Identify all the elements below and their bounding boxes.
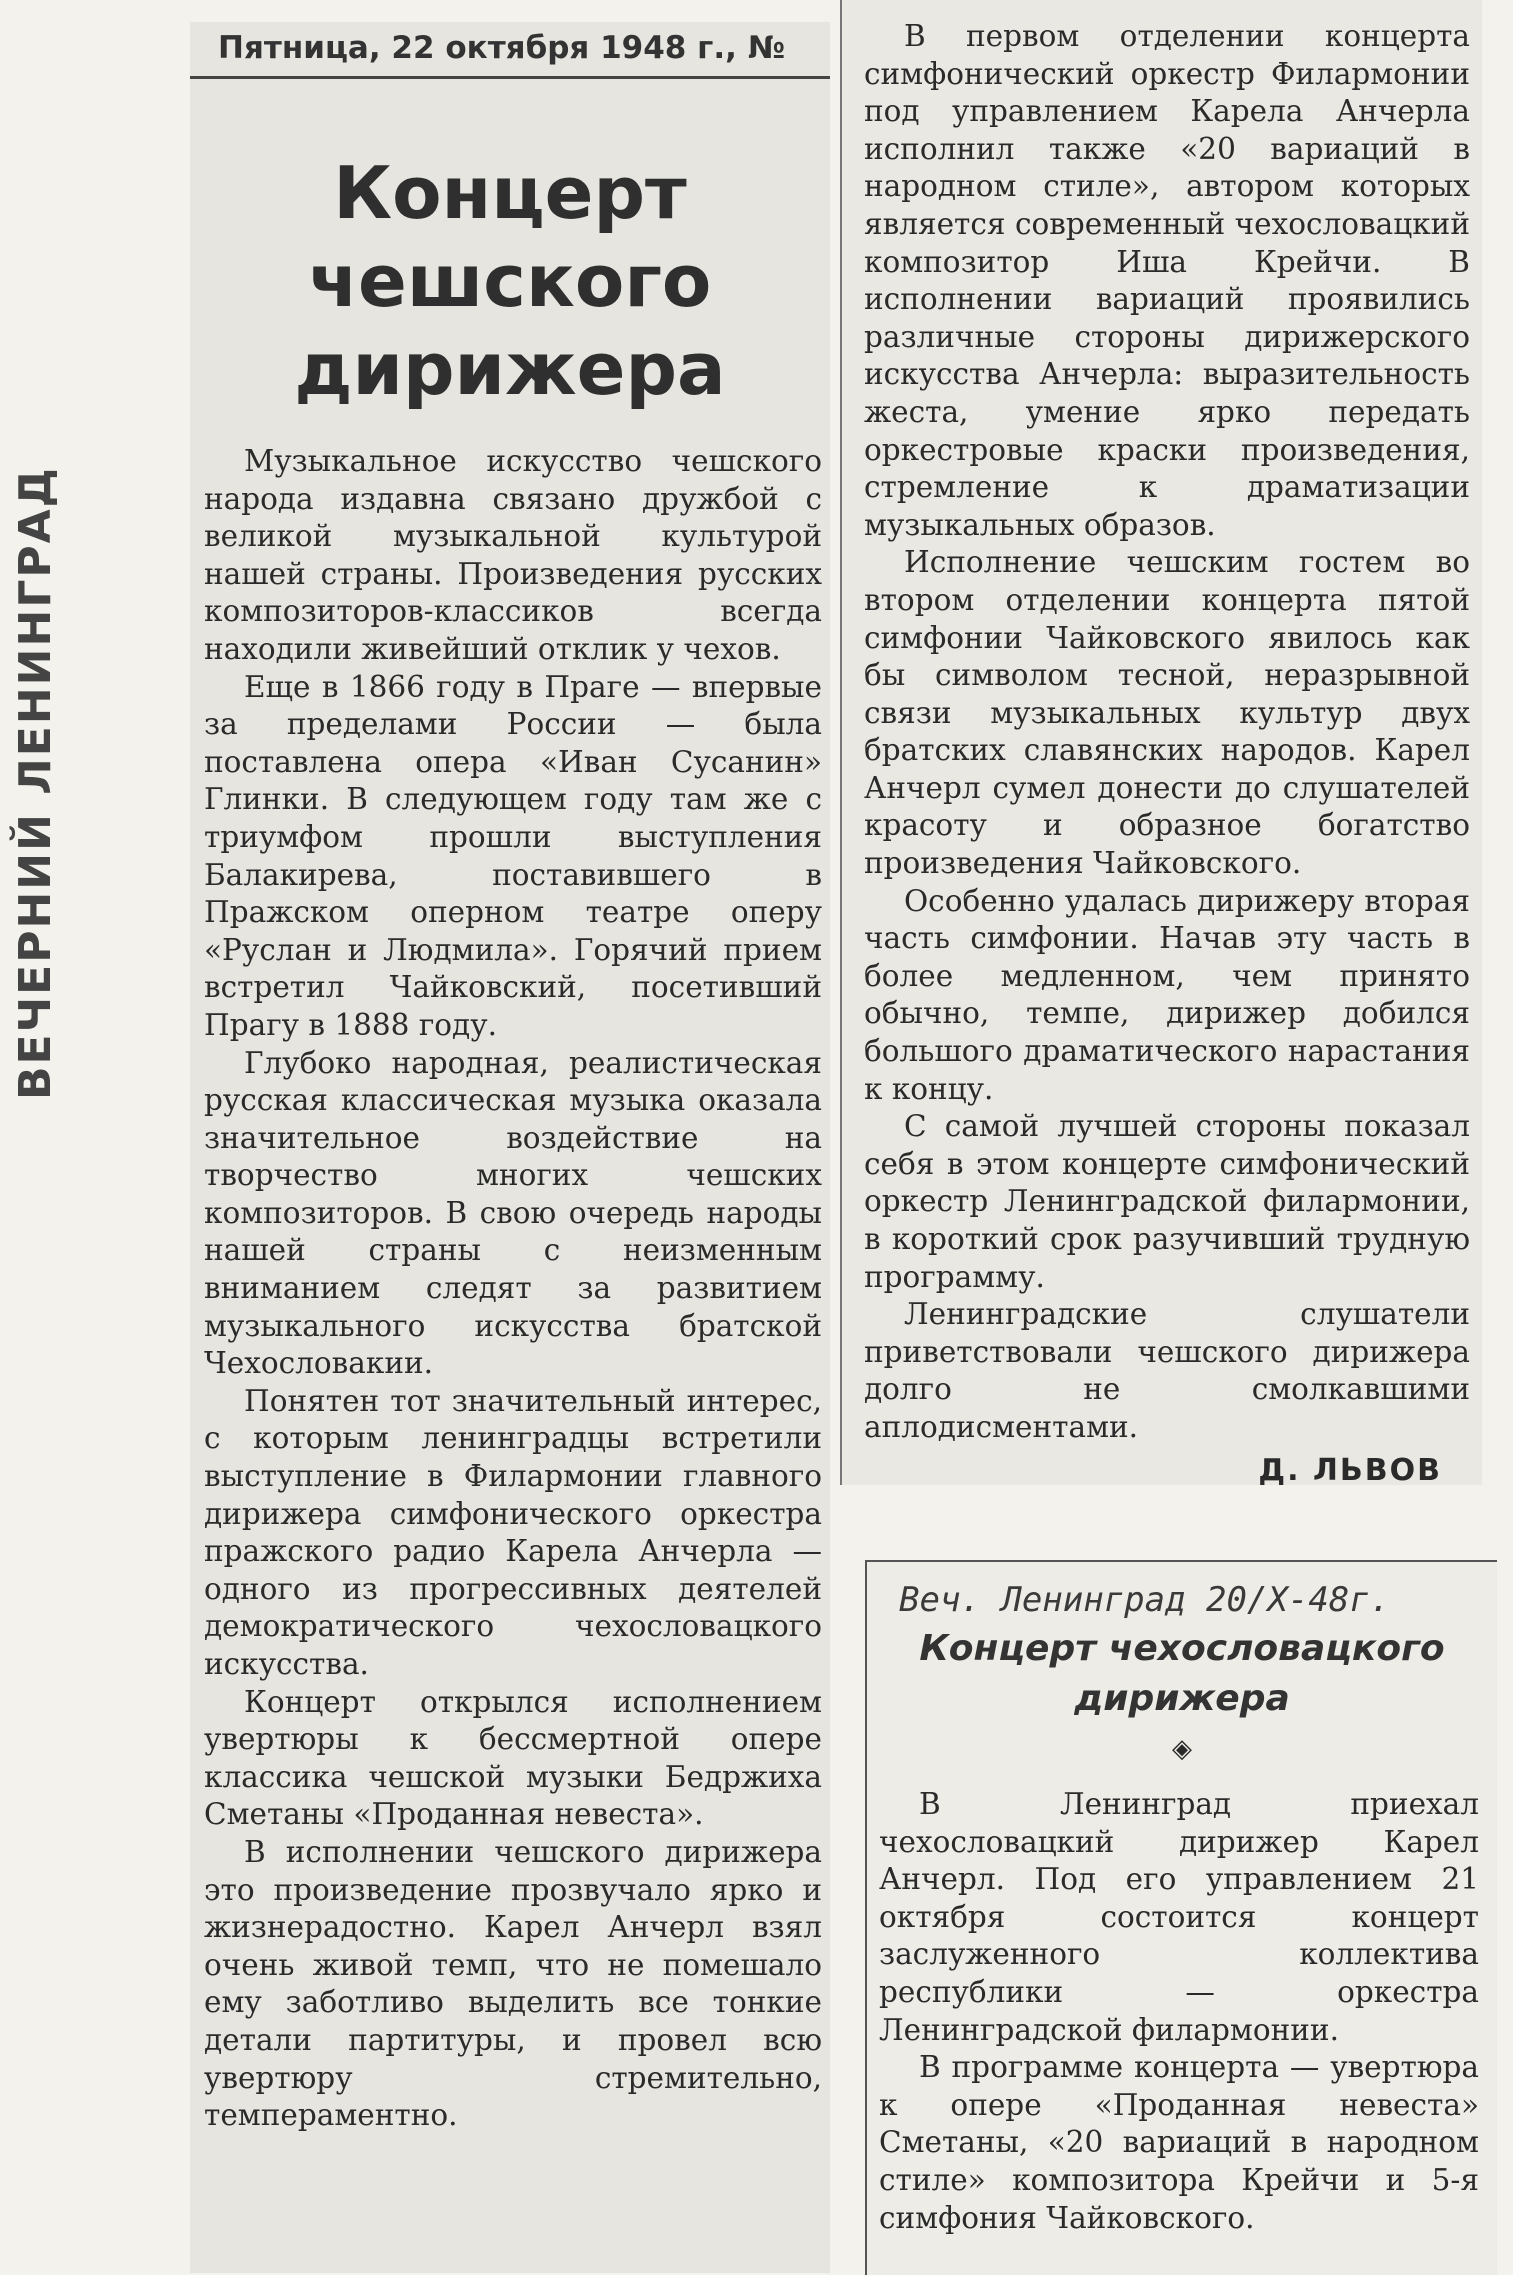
paragraph: Ленинградские слушатели приветствовали чешского дирижера долго не смолкавшими аплодисментами. [864,1297,1470,1444]
article-body-left [190,443,830,2135]
headline-line: дирижера [1074,1678,1290,1719]
article-headline [190,149,830,413]
headline-line: дирижера [294,327,726,411]
paragraph: В первом отделении концерта симфонический оркестр Филармонии под управлением Карела Анчерла исполнил также «20 вариаций в народном стиле», автором которых является современный чехословацкий композитор Иша Крейчи. В исполнении вариаций проявились различные стороны дирижерского искусства Анчерла: выразительность жеста, умение ярко передать оркестровые краски произведения, стремление к драматизации музыкальных образов. [864,19,1470,542]
paragraph: Еще в 1866 году в Праге — впервые за пределами России — была поставлена опера «Иван Сусанин» Глинки. В следующем году там же с триумфом прошли выступления Балакирева, поставившего в Пражском оперном театре оперу «Руслан и Людмила». Горячий прием встретил Чайковский, посетивший Прагу в 1888 году. [204,669,822,1042]
paragraph: Особенно удалась дирижеру вторая часть симфонии. Начав эту часть в более медленном, чем принято обычно, темпе, дирижер добился большого драматического нарастания к концу. [864,883,1470,1106]
announcement-headline [867,1624,1497,1724]
paragraph: В программе концерта — увертюра к опере «Проданная невеста» Сметаны, «20 вариаций в народном стиле» композитора Крейчи и 5-я симфония Чайковского. [879,2050,1479,2235]
author-signature: Д. ЛЬВОВ [1258,1452,1442,1488]
paragraph: С самой лучшей стороны показал себя в этом концерте симфонический оркестр Ленинградской филармонии, в короткий срок разучивший трудную программу. [864,1109,1470,1294]
paragraph: Исполнение чешским гостем во втором отделении концерта пятой симфонии Чайковского явилось как бы символом тесной, неразрывной связи музыкальных культур двух братских славянских народов. Карел Анчерл сумел донести до слушателей красоту и образное богатство произведения Чайковского. [864,545,1470,881]
paragraph: Концерт открылся исполнением увертюры к бессмертной опере классика чешской музыки Бедржиха Сметаны «Проданная невеста». [204,1684,822,1832]
paragraph: В Ленинград приехал чехословацкий дирижер Карел Анчерл. Под его управлением 21 октября состоится концерт заслуженного коллектива республики — оркестра Ленинградской филармонии. [879,1787,1479,2047]
paragraph: В исполнении чешского дирижера это произведение прозвучало ярко и жизнерадостно. Карел Анчерл взял очень живой темп, что не помешало ему заботливо выделить все тонкие детали партитуры, и провел всю увертюру стремительно, темпераментно. [204,1834,822,2133]
news-clipping-announcement [865,1560,1497,2275]
paragraph: Понятен тот значительный интерес, с которым ленинградцы встретили выступление в Филармонии главного дирижера симфонического оркестра пражского радио Карела Анчерла — одного из прогрессивных деятелей демократического чехословацкого искусства. [204,1383,822,1681]
announcement-body [867,1774,1497,2237]
handwritten-note: Веч. Ленинград 20/X-48г. [899,1580,1391,1620]
headline-line: чешского [308,239,712,323]
separator-ornament: ◈ [1172,1734,1192,1764]
article-clipping-main [190,22,830,2273]
paragraph: Музыкальное искусство чешского народа издавна связано дружбой с великой музыкальной культурой нашей страны. Произведения русских композиторов-классиков всегда находили живейший отклик у чехов. [204,444,822,666]
article-body-right [842,0,1482,1447]
dateline: Пятница, 22 октября 1948 г., № [190,22,830,79]
article-clipping-continued [840,0,1482,1488]
headline-line: Концерт чехословацкого [919,1628,1445,1669]
masthead-vertical: ВЕЧЕРНИЙ ЛЕНИНГРАД [10,466,61,1100]
headline-line: Концерт [333,151,687,235]
paragraph: Глубоко народная, реалистическая русская классическая музыка оказала значительное воздействие на творчество многих чешских композиторов. В свою очередь народы нашей страны с неизменным вниманием следят за развитием музыкального искусства братской Чехословакии. [204,1045,822,1381]
